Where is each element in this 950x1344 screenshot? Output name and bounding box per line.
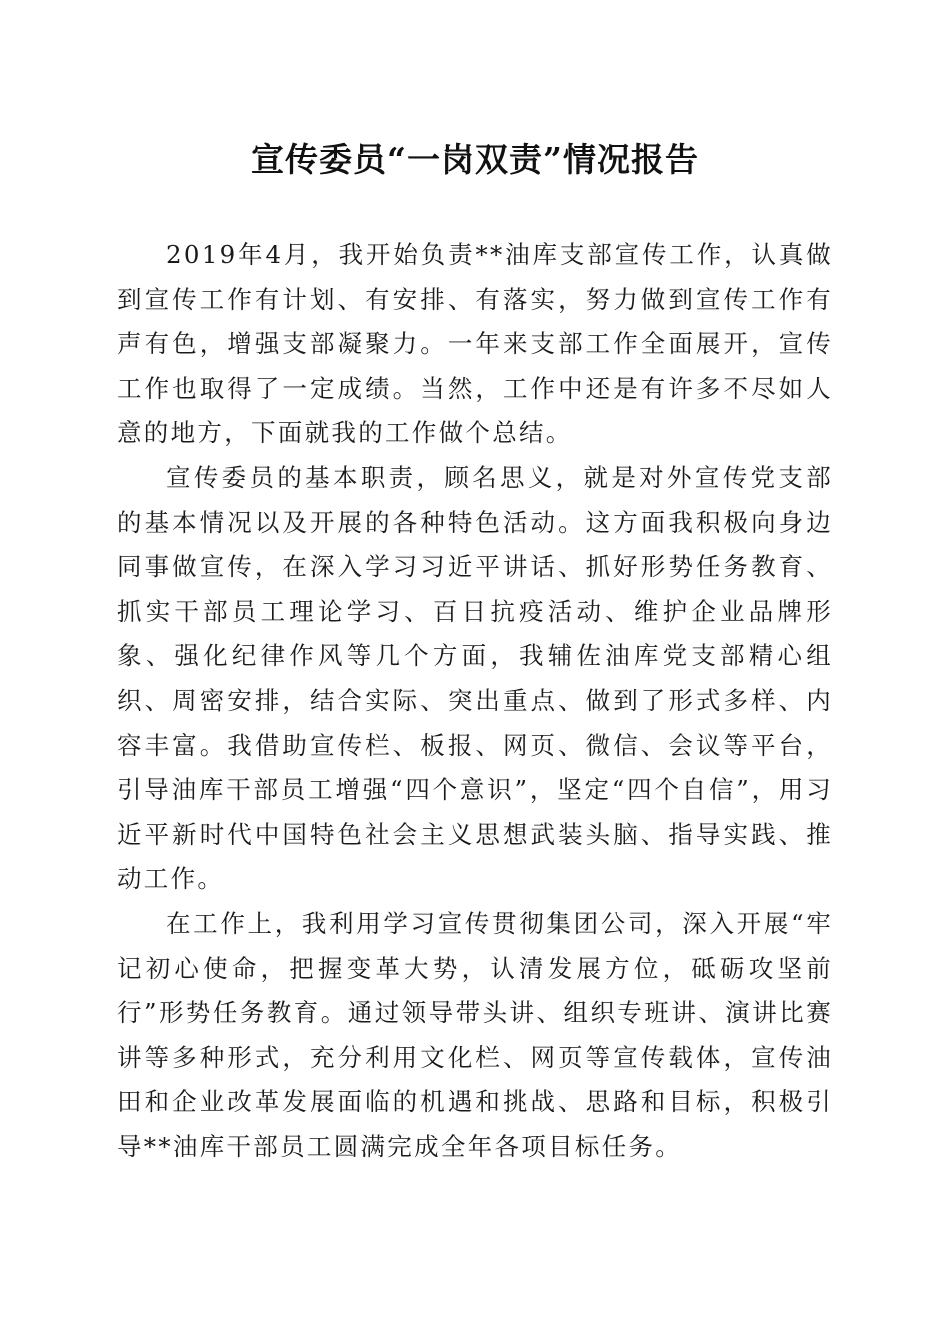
paragraph-1: 2019年4月，我开始负责**油库支部宣传工作，认真做到宣传工作有计划、有安排、有落实，努力做到宣传工作有声有色，增强支部凝聚力。一年来支部工作全面展开，宣传工作也取得了一定成绩。当然，工作中还是有许多不尽如人意的地方，下面就我的工作做个总结。	[117, 240, 833, 448]
paragraph-2: 宣传委员的基本职责，顾名思义，就是对外宣传党支部的基本情况以及开展的各种特色活动。这方面我积极向身边同事做宣传，在深入学习习近平讲话、抓好形势任务教育、抓实干部员工理论学习、百日抗疫活动、维护企业品牌形象、强化纪律作风等几个方面，我辅佐油库党支部精心组织、周密安排，结合实际、突出重点、做到了形式多样、内容丰富。我借助宣传栏、板报、网页、微信、会议等平台，引导油库干部员工增强“四个意识”，坚定“四个自信”，用习近平新时代中国特色社会主义思想武装头脑、指导实践、推动工作。	[117, 462, 833, 894]
paragraph-3: 在工作上，我利用学习宣传贯彻集团公司，深入开展“牢记初心使命，把握变革大势，认清发展方位，砥砺攻坚前行”形势任务教育。通过领导带头讲、组织专班讲、演讲比赛讲等多种形式，充分利用文化栏、网页等宣传载体，宣传油田和企业改革发展面临的机遇和挑战、思路和目标，积极引导**油库干部员工圆满完成全年各项目标任务。	[117, 908, 833, 1161]
document-title: 宣传委员“一岗双责”情况报告	[251, 140, 699, 179]
document-body	[117, 233, 833, 1169]
